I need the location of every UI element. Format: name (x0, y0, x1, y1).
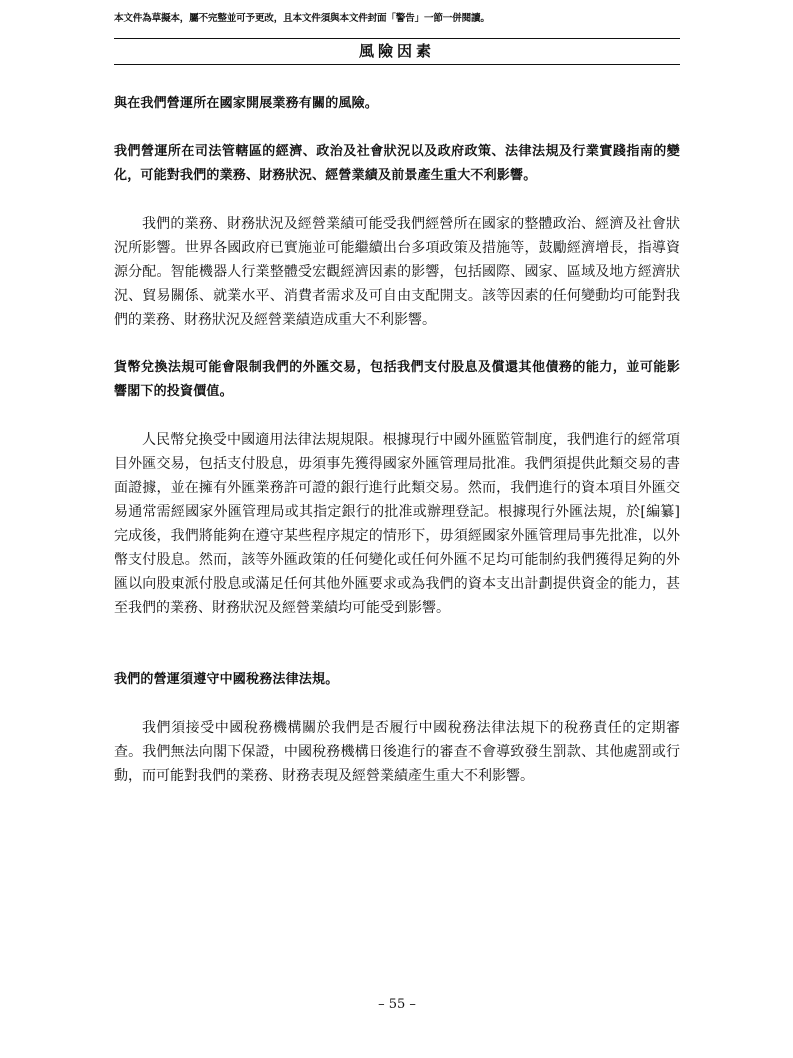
risk-heading-tax-compliance: 我們的營運須遵守中國稅務法律法規。 (114, 672, 339, 687)
header-top-rule (114, 38, 680, 39)
main-heading: 與在我們營運所在國家開展業務有關的風險。 (114, 96, 379, 111)
risk-body-economic-political: 我們的業務、財務狀況及經營業績可能受我們經營所在國家的整體政治、經濟及社會狀況所影響。世界各國政府已實施並可能繼續出台多項政策及措施等，鼓勵經濟增長，指導資源分配。智能機器人行業整體受宏觀經濟因素的影響，包括國際、國家、區域及地方經濟狀況、貿易關係、就業水平、消費者需求及可自由支配開支。該等因素的任何變動均可能對我們的業務、財務狀況及經營業績造成重大不利影響。 (114, 216, 680, 328)
header-bottom-rule (114, 64, 680, 65)
risk-heading-currency-conversion: 貨幣兌換法規可能會限制我們的外匯交易，包括我們支付股息及償還其他債務的能力，並可能影響閣下的投資價值。 (114, 360, 680, 399)
risk-body-currency-conversion: 人民幣兌換受中國適用法律法規規限。根據現行中國外匯監管制度，我們進行的經常項目外匯交易，包括支付股息，毋須事先獲得國家外匯管理局批准。我們須提供此類交易的書面證據，並在擁有外匯業務許可證的銀行進行此類交易。然而，我們進行的資本項目外匯交易通常需經國家外匯管理局或其指定銀行的批准或辦理登記。根據現行外匯法規，於[編纂]完成後，我們將能夠在遵守某些程序規定的情形下，毋須經國家外匯管理局事先批准，以外幣支付股息。然而，該等外匯政策的任何變化或任何外匯不足均可能制約我們獲得足夠的外匯以向股東派付股息或滿足任何其他外匯要求或為我們的資本支出計劃提供資金的能力，甚至我們的業務、財務狀況及經營業績均可能受到影響。 (114, 432, 680, 616)
section-title: 風險因素 (358, 42, 435, 60)
risk-body-tax-compliance: 我們須接受中國稅務機構關於我們是否履行中國稅務法律法規下的稅務責任的定期審查。我們無法向閣下保證，中國稅務機構日後進行的審查不會導致發生罰款、其他處罰或行動，而可能對我們的業務、財務表現及經營業績產生重大不利影響。 (114, 720, 680, 784)
risk-heading-economic-political: 我們營運所在司法管轄區的經濟、政治及社會狀況以及政府政策、法律法規及行業實踐指南的變化，可能對我們的業務、財務狀況、經營業績及前景產生重大不利影響。 (114, 144, 680, 183)
draft-notice: 本文件為草擬本，屬不完整並可予更改，且本文件須與本文件封面「警告」一節一併閱讀。 (114, 13, 490, 24)
page-number: – 55 – (378, 997, 416, 1012)
